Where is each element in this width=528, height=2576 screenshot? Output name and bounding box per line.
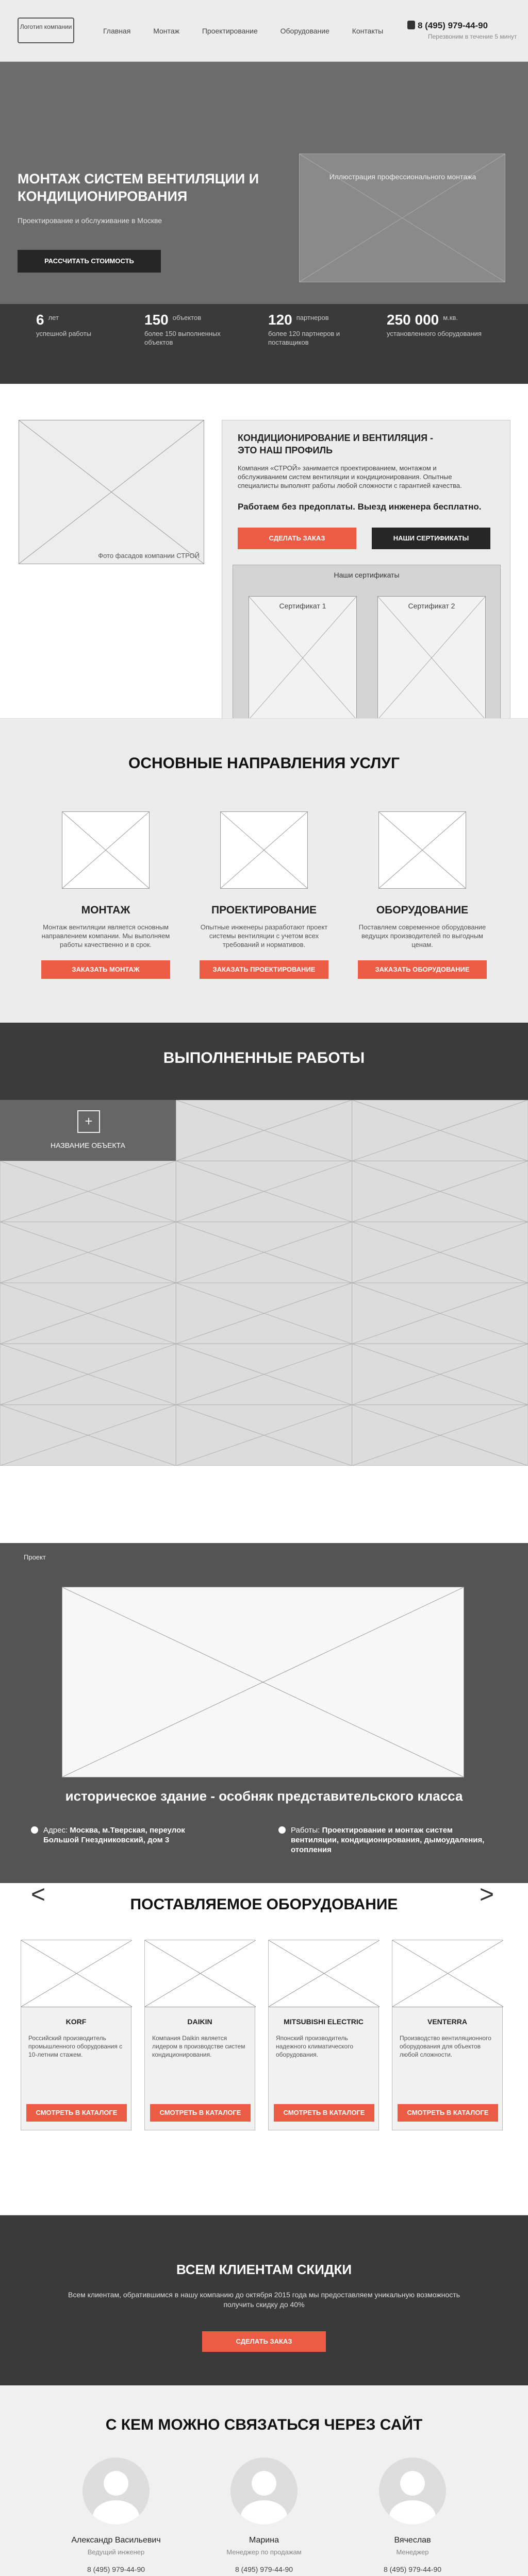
stat-number: 6: [36, 312, 44, 328]
equipment-image: [392, 1940, 503, 2007]
order-button[interactable]: СДЕЛАТЬ ЗАКАЗ: [238, 528, 356, 549]
certificates-panel: [233, 565, 501, 719]
discount-text: Всем клиентам, обратившимся в нашу компанию до октября 2015 года мы предоставляем уникальную возможность получить скидку до 40%: [68, 2291, 460, 2309]
project-works: [291, 1825, 497, 1855]
nav-contacts[interactable]: Контакты: [352, 27, 384, 35]
avatar: [230, 2458, 298, 2524]
equipment-description: Компания Daikin является лидером в производстве систем кондиционирования.: [152, 2035, 245, 2058]
persons-section: [0, 2385, 528, 2576]
equipment-card-venterra: [392, 1940, 503, 2130]
order-equipment-button[interactable]: ЗАКАЗАТЬ ОБОРУДОВАНИЕ: [358, 960, 487, 979]
equipment-card-daikin: [144, 1940, 255, 2130]
work-tile-label: НАЗВАНИЕ ОБЪЕКТА: [51, 1141, 125, 1149]
stat-number: 120: [268, 312, 292, 328]
work-tile[interactable]: [176, 1283, 352, 1344]
person-role: Ведущий инженер: [87, 2548, 145, 2556]
discount-section: [0, 2215, 528, 2385]
profile-text: Компания «СТРОЙ» занимается проектированием, монтажом и обслуживанием систем вентиляции и кондиционирования. Опытные специалисты выполнят работы любой сложности с гарантией качества.: [238, 464, 462, 489]
view-catalog-button[interactable]: СМОТРЕТЬ В КАТАЛОГЕ: [398, 2104, 498, 2122]
certificate-label: Сертификат 1: [279, 602, 326, 610]
view-catalog-button[interactable]: СМОТРЕТЬ В КАТАЛОГЕ: [26, 2104, 127, 2122]
service-image: [220, 811, 308, 889]
service-equipment: [348, 811, 497, 979]
equipment-image: [21, 1940, 132, 2007]
work-tile-featured[interactable]: [0, 1100, 176, 1161]
stat-objects: [144, 312, 232, 347]
equipment-description: Производство вентиляционного оборудования для объектов любой сложности.: [400, 2035, 491, 2058]
project-section: [0, 1543, 528, 1883]
profile-title: КОНДИЦИОНИРОВАНИЕ И ВЕНТИЛЯЦИЯ - ЭТО НАШ ПРОФИЛЬ: [238, 433, 434, 455]
nav-equipment[interactable]: Оборудование: [280, 27, 329, 35]
hero-image-placeholder: [299, 154, 505, 282]
equipment-name: VENTERRA: [427, 2018, 467, 2026]
person-role: Менеджер: [396, 2548, 429, 2556]
company-photo-placeholder: [19, 420, 204, 564]
hero-image-caption: Иллюстрация профессионального монтажа: [329, 173, 476, 181]
profile-box: [222, 420, 510, 719]
stat-partners: [268, 312, 356, 347]
works-header: [0, 1023, 528, 1100]
equipment-description: Японский производитель надежного климатического оборудования.: [276, 2035, 354, 2058]
work-tile[interactable]: [352, 1283, 528, 1344]
stat-number: 250 000: [387, 312, 439, 328]
discount-order-button[interactable]: СДЕЛАТЬ ЗАКАЗ: [202, 2331, 326, 2352]
phone-icon: [407, 21, 415, 29]
work-tile[interactable]: [352, 1344, 528, 1404]
service-image: [62, 811, 150, 889]
hero-subtitle: Проектирование и обслуживание в Москве: [18, 216, 162, 225]
stat-label: более 150 выполненных объектов: [144, 330, 221, 346]
work-tile[interactable]: [352, 1222, 528, 1283]
works-value: Проектирование и монтаж систем вентиляции, кондиционирования, дымоудаления, отопления: [291, 1826, 485, 1854]
profile-section: [0, 384, 528, 719]
stats-section: [0, 304, 528, 384]
person-name: Вячеслав: [394, 2536, 431, 2545]
works-label: Работы:: [291, 1826, 320, 1835]
works-title: ВЫПОЛНЕННЫЕ РАБОТЫ: [163, 1049, 365, 1066]
nav-mounting[interactable]: Монтаж: [153, 27, 179, 35]
project-image-placeholder: [62, 1587, 464, 1777]
stat-unit: объектов: [172, 314, 202, 321]
nav-design[interactable]: Проектирование: [202, 27, 258, 35]
plus-icon: +: [77, 1110, 100, 1133]
equipment-prev-arrow[interactable]: <: [31, 1883, 46, 1908]
certificate-2[interactable]: [377, 596, 486, 719]
work-tile[interactable]: [176, 1222, 352, 1283]
works-section: [0, 1023, 528, 1543]
person-role: Менеджер по продажам: [226, 2548, 302, 2556]
certificate-label: Сертификат 2: [408, 602, 455, 610]
work-tile[interactable]: [176, 1344, 352, 1404]
services-title: ОСНОВНЫЕ НАПРАВЛЕНИЯ УСЛУГ: [128, 755, 400, 772]
work-tile[interactable]: [352, 1405, 528, 1466]
address-value: Москва, м.Тверская, переулок Большой Гнездниковский, дом 3: [43, 1826, 185, 1844]
equipment-image: [145, 1940, 256, 2007]
avatar: [379, 2458, 446, 2524]
service-description: Опытные инженеры разработают проект системы вентиляции с учетом всех требований и нормативов.: [200, 923, 328, 948]
equipment-description: Российский производитель промышленного оборудования с 10-летним стажем.: [28, 2035, 123, 2058]
works-gallery: [0, 1100, 528, 1466]
order-design-button[interactable]: ЗАКАЗАТЬ ПРОЕКТИРОВАНИЕ: [200, 960, 328, 979]
service-description: Поставляем современное оборудование ведущих производителей по выгодным ценам.: [358, 923, 486, 948]
certificate-1[interactable]: [249, 596, 357, 719]
avatar: [82, 2458, 150, 2524]
nav-home[interactable]: Главная: [103, 27, 131, 35]
stat-label: установленного оборудования: [387, 330, 482, 337]
work-tile[interactable]: [0, 1222, 176, 1283]
person-phone[interactable]: 8 (495) 979-44-90: [235, 2565, 293, 2573]
service-mounting: [31, 811, 180, 979]
stat-label: более 120 партнеров и поставщиков: [268, 330, 340, 346]
person-phone[interactable]: 8 (495) 979-44-90: [383, 2565, 442, 2573]
stat-unit: партнеров: [296, 314, 329, 321]
work-tile[interactable]: [176, 1161, 352, 1222]
work-tile[interactable]: [0, 1161, 176, 1222]
work-tile[interactable]: [176, 1100, 352, 1161]
equipment-section: [0, 1883, 528, 2215]
project-title: историческое здание - особняк представительского класса: [65, 1788, 463, 1804]
person-name: Марина: [249, 2536, 279, 2545]
service-description: Монтаж вентиляции является основным направлением компании. Мы выполняем работы качественно и в срок.: [41, 923, 170, 948]
work-tile[interactable]: [176, 1405, 352, 1466]
header-phone[interactable]: 8 (495) 979-44-90: [418, 21, 488, 30]
order-mounting-button[interactable]: ЗАКАЗАТЬ МОНТАЖ: [41, 960, 170, 979]
equipment-image: [269, 1940, 380, 2007]
project-address: [43, 1825, 213, 1845]
profile-highlight: Работаем без предоплаты. Выезд инженера бесплатно.: [238, 502, 482, 512]
person-card: [202, 2458, 326, 2573]
stat-label: успешной работы: [36, 330, 91, 337]
view-catalog-button[interactable]: СМОТРЕТЬ В КАТАЛОГЕ: [150, 2104, 251, 2122]
project-label: Проект: [24, 1553, 46, 1561]
location-icon: [31, 1826, 38, 1834]
logo-text: Логотип компании: [20, 23, 72, 30]
certificates-button[interactable]: НАШИ СЕРТИФИКАТЫ: [372, 528, 490, 549]
equipment-name: KORF: [65, 2018, 87, 2026]
stat-years: [36, 312, 91, 338]
company-photo-caption: Фото фасадов компании СТРОЙ: [98, 552, 200, 560]
equipment-name: MITSUBISHI ELECTRIC: [284, 2018, 364, 2026]
work-tile[interactable]: [352, 1100, 528, 1161]
services-section: [0, 719, 528, 1023]
person-phone[interactable]: 8 (495) 979-44-90: [87, 2565, 145, 2573]
service-name: ОБОРУДОВАНИЕ: [376, 904, 469, 916]
equipment-name: DAIKIN: [187, 2018, 212, 2026]
persons-title: С КЕМ МОЖНО СВЯЗАТЬСЯ ЧЕРЕЗ САЙТ: [105, 2416, 423, 2433]
hero-title: МОНТАЖ СИСТЕМ ВЕНТИЛЯЦИИ И КОНДИЦИОНИРОВАНИЯ: [18, 171, 259, 204]
equipment-card-mitsubishi: [268, 1940, 379, 2130]
work-tile[interactable]: [0, 1283, 176, 1344]
hero-section: [0, 62, 528, 304]
stat-unit: лет: [48, 314, 59, 321]
work-tile[interactable]: [352, 1161, 528, 1222]
stat-area: [387, 312, 490, 338]
certificates-caption: Наши сертификаты: [334, 571, 400, 579]
site-header: [0, 0, 528, 62]
person-card: [351, 2458, 474, 2573]
equipment-title: ПОСТАВЛЯЕМОЕ ОБОРУДОВАНИЕ: [130, 1896, 398, 1913]
service-name: ПРОЕКТИРОВАНИЕ: [211, 904, 317, 916]
calculate-cost-button[interactable]: РАССЧИТАТЬ СТОИМОСТЬ: [18, 250, 161, 273]
work-tile[interactable]: [0, 1344, 176, 1404]
main-nav: [103, 27, 404, 35]
service-name: МОНТАЖ: [81, 904, 130, 916]
logo[interactable]: [18, 18, 74, 43]
person-card: [54, 2458, 178, 2573]
view-catalog-button[interactable]: СМОТРЕТЬ В КАТАЛОГЕ: [274, 2104, 374, 2122]
gear-icon: [278, 1826, 286, 1834]
header-phone-note: Перезвоним в течение 5 минут: [428, 33, 517, 40]
address-label: Адрес:: [43, 1826, 68, 1835]
person-name: Александр Васильевич: [71, 2536, 161, 2545]
work-tile[interactable]: [0, 1405, 176, 1466]
discount-title: ВСЕМ КЛИЕНТАМ СКИДКИ: [176, 2262, 352, 2277]
stat-unit: м.кв.: [443, 314, 458, 321]
service-design: [189, 811, 339, 979]
equipment-card-korf: [21, 1940, 131, 2130]
equipment-next-arrow[interactable]: >: [480, 1883, 494, 1908]
stat-number: 150: [144, 312, 169, 328]
service-image: [378, 811, 466, 889]
